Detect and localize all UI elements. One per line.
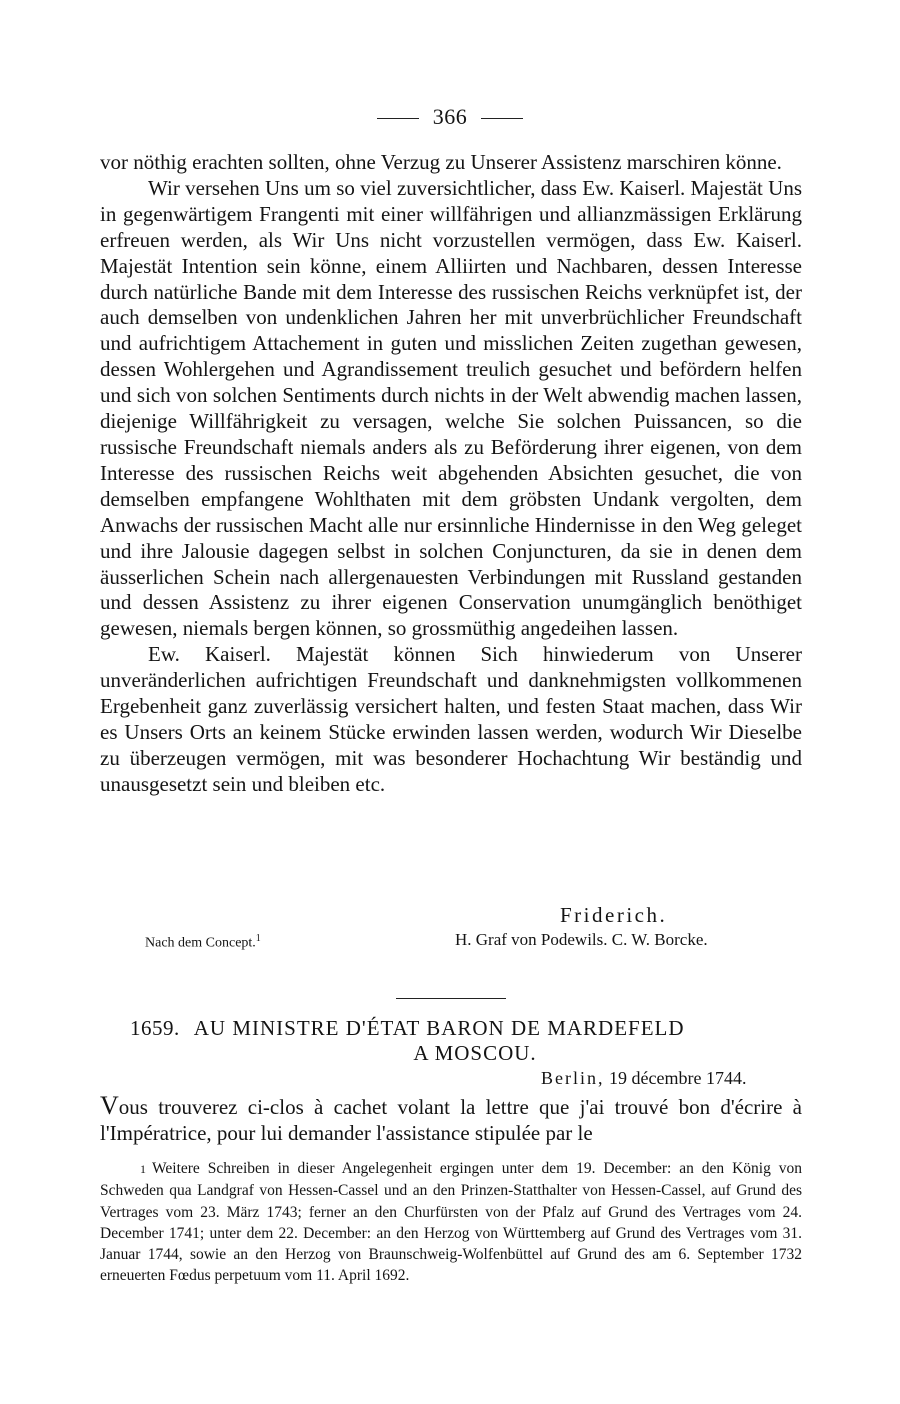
document-number: 1659. xyxy=(130,1016,180,1040)
heading-line-1: AU MINISTRE D'ÉTAT BARON DE MARDEFELD xyxy=(193,1016,685,1040)
footnote xyxy=(100,1158,802,1287)
header-dash-left xyxy=(377,118,419,119)
letter-opening-text: ous trouverez ci-clos à cachet volant la lettre que j'ai trouvé bon d'écrire à l'Impératrice, pour lui demander l'assistance stipulée par le xyxy=(100,1095,802,1145)
document-heading xyxy=(130,1016,790,1066)
signature-name: Friderich. xyxy=(560,903,668,927)
paragraph: Wir versehen Uns um so viel zuversichtlicher, dass Ew. Kaiserl. Majestät Uns in gegenwärtigem Frangenti mit einer willfährigen und allianzmässigen Erklärung erfreuen werden, als Wir Uns nicht vorzustellen vermögen, dass Ew. Kaiserl. Majestät Intention sein könne, einem Alliirten und Nachbaren, dessen Interesse durch natürliche Bande mit dem Interesse des russischen Reichs verknüpfet ist, der auch demselben von undenklichen Jahren her mit unverbrüchlicher Freundschaft und aufrichtigem Attachement in guten und misslichen Zeiten zugethan gewesen, dessen Wohlergehen und Agrandissement treulich gesuchet und befördern helfen und sich von solchen Sentiments durch nichts in der Welt abwendig machen lassen, diejenige Willfährigkeit zu versagen, welche Sie solchen Puissancen, so die russische Freundschaft niemals anders als zu Beförderung ihrer eigenen, von dem Interesse des russischen Reichs weit abgehenden Absichten gesuchet, die von demselben empfangene Wohlthaten mit dem gröbsten Undank vergolten, dem Anwachs der russischen Macht alle nur ersinnliche Hindernisse in den Weg geleget und ihre Jalousie dagegen selbst in solchen Conjuncturen, da sie in denen dem äusserlichen Schein nach allergenauesten Verbindungen mit Russland gestanden und dessen Assistenz zu ihrer eigenen Conservation unumgänglich benöthiget gewesen, niemals bergen können, so grossmüthig angedeihen lassen. xyxy=(100,175,802,641)
page-number: 366 xyxy=(432,104,468,129)
initial-letter: V xyxy=(100,1091,119,1120)
source-note xyxy=(145,933,261,952)
letter-opening xyxy=(100,1093,802,1146)
heading-line-2: A MOSCOU. xyxy=(413,1041,537,1065)
dateline-date: 19 décembre 1744. xyxy=(609,1068,747,1088)
paragraph: Ew. Kaiserl. Majestät können Sich hinwiederum von Unserer unveränderlichen aufrichtigen Freundschaft und danknehmigsten vollkommenen Ergebenheit ganz zuverlässig versichert halten, und festen Staat machen, dass Wir es Unsers Orts an keinem Stücke erwinden lassen werden, wodurch Wir Dieselbe zu überzeugen vermögen, mit was besonderer Hochachtung Wir beständig und unausgesetzt sein und bleiben etc. xyxy=(100,642,802,796)
source-note-text: Nach dem Concept. xyxy=(145,935,256,951)
dateline xyxy=(541,1068,746,1089)
footnote-marker: 1 xyxy=(140,1162,146,1176)
header-dash-right xyxy=(481,118,523,119)
letter-body xyxy=(100,150,802,798)
dateline-place: Berlin, xyxy=(541,1068,605,1088)
countersignatures: H. Graf von Podewils. C. W. Borcke. xyxy=(455,930,708,949)
section-separator xyxy=(396,998,506,999)
footnote-reference: 1 xyxy=(255,933,261,944)
paragraph-continuation: vor nöthig erachten sollten, ohne Verzug zu Unserer Assistenz marschiren könne. xyxy=(100,150,782,174)
footnote-text: Weitere Schreiben in dieser Angelegenheit ergingen unter dem 19. December: an den König von Schweden qua Landgraf von Hessen-Cassel und an den Prinzen-Statthalter von Hessen-Cassel, auf Grund des Vertrages vom 23. März 1743; ferner an den Churfürsten von der Pfalz auf Grund des Vertrages vom 24. December 1741; unter dem 22. December: an den Herzog von Württemberg auf Grund des Vertrages vom 31. Januar 1744, sowie an den Herzog von Braunschweig-Wolfenbüttel auf Grund des am 6. September 1732 erneuerten Fœdus perpetuum vom 11. April 1692. xyxy=(100,1160,802,1285)
page-header xyxy=(0,104,900,130)
